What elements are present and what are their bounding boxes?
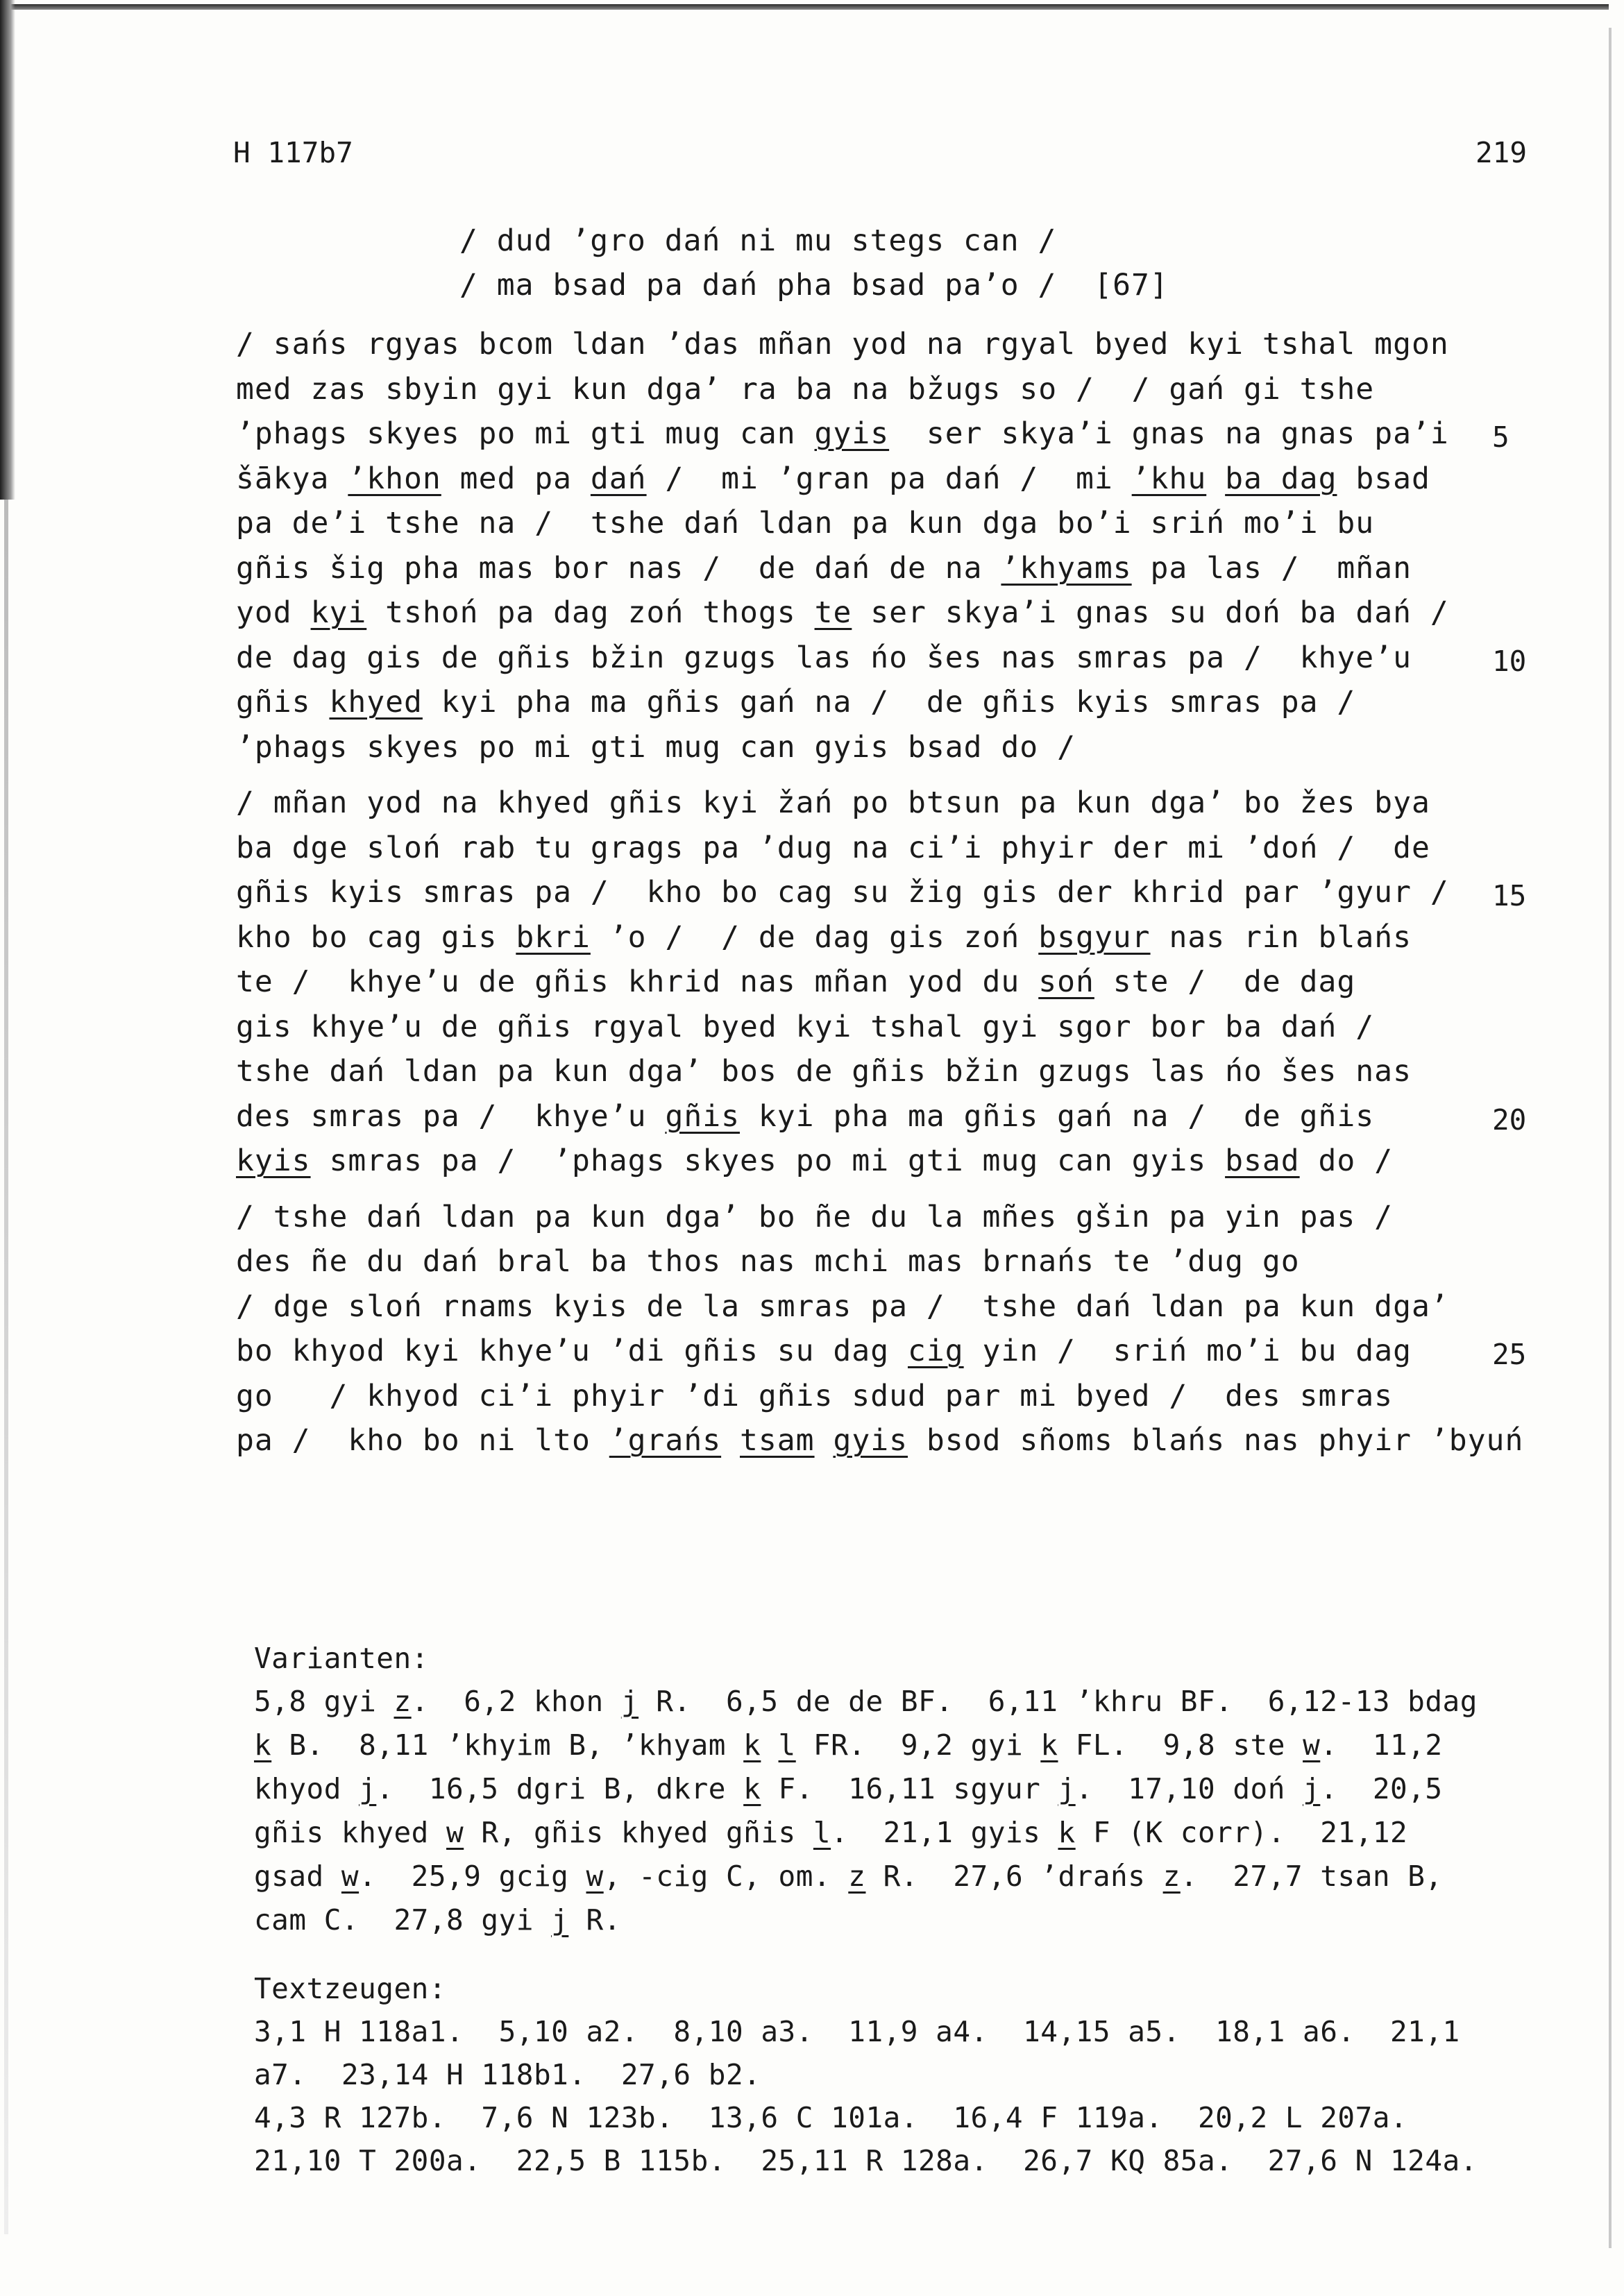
text-line: / mñan yod na khyed gñis kyi žań po btsun pa kun dga’ bo žes bya xyxy=(236,785,1430,820)
text-line: ’phags skyes po mi gti mug can gyis ser skya’i gnas na gnas pa’i xyxy=(236,416,1449,451)
underlined-word: bkri xyxy=(516,919,591,955)
text-line: pa de’i tshe na / tshe dań ldan pa kun dga bo’i sriń mo’i bu xyxy=(236,506,1375,541)
text-line: šākya ’khon med pa dań / mi ’gran pa dań / mi ’khu ba dag bsad xyxy=(236,461,1430,496)
underlined-word: j xyxy=(620,1685,639,1718)
underlined-word: w xyxy=(446,1816,464,1849)
scan-edge-top xyxy=(6,4,1609,10)
underlined-word: khyed xyxy=(329,685,423,720)
text-line: med zas sbyin gyi kun dga’ ra ba na bžugs so / / gań gi tshe xyxy=(236,371,1375,407)
text-line: bo khyod kyi khye’u ’di gñis su dag cig yin / sriń mo’i bu dag xyxy=(236,1334,1412,1368)
varianten-line: 5,8 gyi z. 6,2 khon j R. 6,5 de de BF. 6,11 ’khru BF. 6,12-13 bdag xyxy=(254,1685,1478,1718)
underlined-word: j xyxy=(1058,1772,1076,1805)
textzeugen-heading: Textzeugen: xyxy=(254,1972,447,2005)
varianten-line: gñis khyed w R, gñis khyed gñis l. 21,1 gyis k F (K corr). 21,12 xyxy=(254,1816,1408,1849)
underlined-word: j xyxy=(551,1903,569,1937)
running-header: H 117b7 xyxy=(233,136,353,169)
underlined-word: l xyxy=(778,1728,796,1762)
underlined-word: j xyxy=(1303,1772,1321,1805)
underlined-word: soń xyxy=(1038,964,1094,999)
line-number: 20 xyxy=(1492,1103,1527,1137)
text-line: pa / kho bo ni lto ’grańs tsam gyis bsod sñoms blańs nas phyir ’byuń xyxy=(236,1423,1524,1458)
underlined-word: bsgyur xyxy=(1038,919,1151,955)
varianten-line: gsad w. 25,9 gcig w, -cig C, om. z R. 27,6 ’drańs z. 27,7 tsan B, xyxy=(254,1860,1443,1893)
underlined-word: z xyxy=(848,1860,866,1893)
underlined-word: ’khu xyxy=(1131,461,1207,496)
underlined-word: kyis xyxy=(236,1143,311,1178)
underlined-word: w xyxy=(586,1860,604,1893)
textzeugen-line: 3,1 H 118a1. 5,10 a2. 8,10 a3. 11,9 a4. 14,15 a5. 18,1 a6. 21,1 xyxy=(254,2015,1460,2048)
text-line: gis khye’u de gñis rgyal byed kyi tshal gyi sgor bor ba dań / xyxy=(236,1009,1375,1044)
line-number: 10 xyxy=(1492,644,1527,678)
text-line: tshe dań ldan pa kun dga’ bos de gñis bžin gzugs las ńo šes nas xyxy=(236,1054,1412,1089)
underlined-word: bsad xyxy=(1225,1143,1300,1178)
underlined-word: gñis xyxy=(665,1098,740,1134)
text-line: ba dge sloń rab tu grags pa ’dug na ci’i phyir der mi ’doń / de xyxy=(236,830,1430,865)
text-line: gñis khyed kyi pha ma gñis gań na / de gñis kyis smras pa / xyxy=(236,685,1356,720)
underlined-word: k xyxy=(254,1728,272,1762)
scan-edge-left xyxy=(0,0,15,500)
underlined-word: dań xyxy=(590,461,647,496)
underlined-word: te xyxy=(814,595,852,630)
underlined-word: w xyxy=(341,1860,360,1893)
underlined-word: k xyxy=(1040,1728,1058,1762)
underlined-word: kyi xyxy=(310,595,367,630)
underlined-word: k xyxy=(743,1772,761,1805)
underlined-word: gyis xyxy=(814,416,890,451)
underlined-word: k xyxy=(743,1728,761,1762)
text-line: / tshe dań ldan pa kun dga’ bo ñe du la mñes gšin pa yin pas / xyxy=(236,1199,1394,1234)
underlined-word: ’grańs xyxy=(609,1423,722,1458)
textzeugen-line: a7. 23,14 H 118b1. 27,6 b2. xyxy=(254,2058,761,2091)
text-line: gñis kyis smras pa / kho bo cag su žig gis der khrid par ’gyur / xyxy=(236,875,1449,910)
text-line: go / khyod ci’i phyir ’di gñis sdud par mi byed / des smras xyxy=(236,1378,1394,1413)
text-line: de dag gis de gñis bžin gzugs las ńo šes nas smras pa / khye’u xyxy=(236,640,1412,675)
underlined-word: tsam xyxy=(740,1423,815,1458)
textzeugen-line: 4,3 R 127b. 7,6 N 123b. 13,6 C 101a. 16,4 F 119a. 20,2 L 207a. xyxy=(254,2101,1408,2134)
textzeugen-line: 21,10 T 200a. 22,5 B 115b. 25,11 R 128a. 26,7 KQ 85a. 27,6 N 124a. xyxy=(254,2144,1478,2177)
underlined-word: cig xyxy=(907,1334,964,1368)
line-number: 15 xyxy=(1492,879,1527,912)
page-number: 219 xyxy=(1475,136,1528,169)
underlined-word: z xyxy=(394,1685,412,1718)
text-line: gñis šig pha mas bor nas / de dań de na ’khyams pa las / mñan xyxy=(236,550,1412,586)
text-line: / sańs rgyas bcom ldan ’das mñan yod na rgyal byed kyi tshal mgon xyxy=(236,327,1449,362)
text-line: kho bo cag gis bkri ’o / / de dag gis zoń bsgyur nas rin blańs xyxy=(236,919,1412,955)
varianten-line: k B. 8,11 ’khyim B, ’khyam k l FR. 9,2 gyi k FL. 9,8 ste w. 11,2 xyxy=(254,1728,1443,1762)
line-number: 25 xyxy=(1492,1338,1527,1371)
underlined-word: ’khon xyxy=(348,461,441,496)
underlined-word: w xyxy=(1303,1728,1321,1762)
text-line: ’phags skyes po mi gti mug can gyis bsad do / xyxy=(236,729,1076,765)
text-line: yod kyi tshoń pa dag zoń thogs te ser skya’i gnas su doń ba dań / xyxy=(236,595,1449,630)
text-line: / dge sloń rnams kyis de la smras pa / tshe dań ldan pa kun dga’ xyxy=(236,1289,1449,1324)
scan-edge-left-lower xyxy=(4,500,8,2234)
underlined-word: j xyxy=(359,1772,377,1805)
scan-edge-right xyxy=(1609,28,1612,2248)
varianten-line: khyod j. 16,5 dgri B, dkre k F. 16,11 sgyur j. 17,10 doń j. 20,5 xyxy=(254,1772,1443,1805)
underlined-word: ba dag xyxy=(1225,461,1337,496)
underlined-word: z xyxy=(1162,1860,1181,1893)
verse-line: / ma bsad pa dań pha bsad pa’o / [67] xyxy=(459,268,1169,303)
underlined-word: l xyxy=(813,1816,831,1849)
verse-line: / dud ’gro dań ni mu stegs can / xyxy=(459,223,1057,258)
text-line: kyis smras pa / ’phags skyes po mi gti mug can gyis bsad do / xyxy=(236,1143,1394,1178)
underlined-word: gyis xyxy=(833,1423,908,1458)
text-line: te / khye’u de gñis khrid nas mñan yod du soń ste / de dag xyxy=(236,964,1356,999)
underlined-word: k xyxy=(1058,1816,1076,1849)
underlined-word: ’khyams xyxy=(1001,550,1132,586)
varianten-line: cam C. 27,8 gyi j R. xyxy=(254,1903,621,1937)
text-line: des ñe du dań bral ba thos nas mchi mas brnańs te ’dug go xyxy=(236,1244,1300,1279)
line-number: 5 xyxy=(1492,420,1509,454)
text-line: des smras pa / khye’u gñis kyi pha ma gñis gań na / de gñis xyxy=(236,1098,1375,1134)
varianten-heading: Varianten: xyxy=(254,1642,429,1675)
